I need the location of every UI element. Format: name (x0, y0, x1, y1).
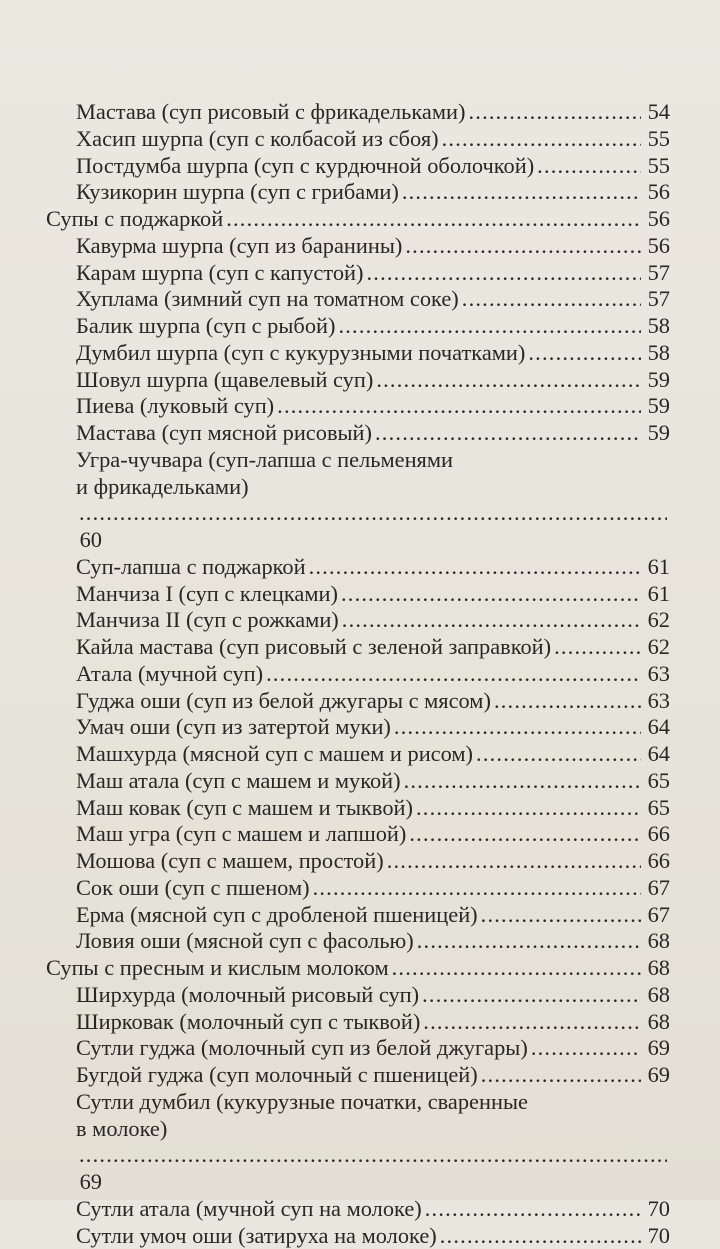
toc-page-number: 64 (644, 714, 670, 741)
dot-leader (338, 313, 641, 340)
toc-section-heading (46, 955, 670, 982)
toc-page-number: 68 (644, 928, 670, 955)
toc-entry-title: Сутли гуджа (молочный суп из белой джугары) (76, 1035, 528, 1062)
toc-entry-title: Ширхурда (молочный рисовый суп) (76, 982, 419, 1009)
toc-entry (46, 126, 670, 153)
toc-entry-title: Кайла мастава (суп рисовый с зеленой заправкой) (76, 634, 551, 661)
toc-page-number: 68 (644, 955, 670, 982)
toc-entry (46, 581, 670, 608)
toc-entry (46, 661, 670, 688)
toc-entry-title: Хасип шурпа (суп с колбасой из сбоя) (76, 126, 439, 153)
toc-entry-title: Маш ковак (суп с машем и тыквой) (76, 795, 413, 822)
dot-leader (309, 554, 641, 581)
toc-page-number: 69 (76, 1169, 102, 1196)
toc-entry (46, 340, 670, 367)
dot-leader (422, 982, 641, 1009)
toc-entry-title: Мастава (суп рисовый с фрикадельками) (76, 99, 465, 126)
toc-page-number: 69 (644, 1062, 670, 1089)
toc-page-number: 66 (644, 821, 670, 848)
toc-entry-title: Постдумба шурпа (суп с курдючной оболочкой) (76, 153, 534, 180)
toc-page-number: 56 (644, 233, 670, 260)
toc-entry (46, 902, 670, 929)
toc-page-number: 61 (644, 581, 670, 608)
toc-page-number: 58 (644, 340, 670, 367)
toc-entry-title: Сок оши (суп с пшеном) (76, 875, 310, 902)
dot-leader (392, 955, 641, 982)
toc-entry (46, 821, 670, 848)
toc-entry (46, 393, 670, 420)
toc-entry-title: Ерма (мясной суп с дробленой пшеницей) (76, 902, 478, 929)
dot-leader (423, 1009, 641, 1036)
dot-leader (442, 126, 641, 153)
toc-entry (46, 1009, 670, 1036)
toc-page-number: 59 (644, 367, 670, 394)
toc-entry-title-continued: и фрикадельками) (76, 474, 249, 501)
toc-entry-title: Мастава (суп мясной рисовый) (76, 420, 372, 447)
toc-entry-title: Супы с пресным и кислым молоком (46, 955, 389, 982)
toc-entry (46, 179, 670, 206)
toc-entry (46, 367, 670, 394)
dot-leader (394, 714, 641, 741)
toc-page-number: 56 (644, 206, 670, 233)
toc-entry-title: Сутли думбил (кукурузные початки, сваренные (76, 1089, 670, 1116)
toc-entry (46, 688, 670, 715)
toc-entry-title: Ширковак (молочный суп с тыквой) (76, 1009, 420, 1036)
dot-leader (266, 661, 641, 688)
toc-page-number: 59 (644, 420, 670, 447)
toc-entry-title: Пиева (луковый суп) (76, 393, 274, 420)
toc-page-number: 70 (644, 1196, 670, 1223)
toc-entry-title: Сутли атала (мучной суп на молоке) (76, 1196, 422, 1223)
toc-page-number: 60 (76, 527, 102, 554)
toc-entry-title: Сутли умоч оши (затируха на молоке) (76, 1223, 437, 1249)
toc-entry (46, 313, 670, 340)
toc-entry-title: Кавурма шурпа (суп из баранины) (76, 233, 402, 260)
toc-entry (46, 634, 670, 661)
toc-entry (46, 768, 670, 795)
dot-leader (402, 179, 641, 206)
toc-entry-title: Шовул шурпа (щавелевый суп) (76, 367, 373, 394)
toc-page-number: 67 (644, 902, 670, 929)
dot-leader (416, 795, 641, 822)
toc-entry-title: Атала (мучной суп) (76, 661, 263, 688)
toc-entry (46, 260, 670, 287)
toc-entry-title: Мошова (суп с машем, простой) (76, 848, 384, 875)
toc-entry (46, 1035, 670, 1062)
toc-entry (46, 1223, 670, 1249)
dot-leader (277, 393, 641, 420)
toc-entry-title: Маш угра (суп с машем и лапшой) (76, 821, 406, 848)
toc-page-number: 65 (644, 768, 670, 795)
toc-page-number: 63 (644, 661, 670, 688)
dot-leader (481, 902, 641, 929)
dot-leader (341, 581, 641, 608)
toc-entry (46, 928, 670, 955)
toc-entry-title: Карам шурпа (суп с капустой) (76, 260, 363, 287)
dot-leader (531, 1035, 641, 1062)
toc-entry (46, 233, 670, 260)
toc-entry (46, 714, 670, 741)
toc-entry-title: Угра-чучвара (суп-лапша с пельменями (76, 447, 670, 474)
toc-page-number: 56 (644, 179, 670, 206)
dot-leader (226, 206, 641, 233)
toc-entry-title: Манчиза I (суп с клецками) (76, 581, 338, 608)
dot-leader (409, 821, 641, 848)
toc-section-heading (46, 206, 670, 233)
toc-page-number: 68 (644, 1009, 670, 1036)
dot-leader (376, 367, 641, 394)
toc-entry (46, 795, 670, 822)
toc-page-number: 63 (644, 688, 670, 715)
toc-page-number: 65 (644, 795, 670, 822)
toc-entry-title: Машхурда (мясной суп с машем и рисом) (76, 741, 473, 768)
dot-leader (554, 634, 641, 661)
toc-entry (46, 420, 670, 447)
table-of-contents (46, 99, 670, 1249)
toc-page-number: 54 (644, 99, 670, 126)
toc-entry (46, 875, 670, 902)
toc-entry (46, 741, 670, 768)
toc-entry-title: Балик шурпа (суп с рыбой) (76, 313, 335, 340)
toc-page-number: 67 (644, 875, 670, 902)
toc-entry-title: Кузикорин шурпа (суп с грибами) (76, 179, 399, 206)
dot-leader (468, 99, 641, 126)
toc-entry (46, 286, 670, 313)
dot-leader (404, 768, 641, 795)
toc-page-number: 62 (644, 607, 670, 634)
toc-entry (46, 153, 670, 180)
toc-page-number: 69 (644, 1035, 670, 1062)
toc-entry-title: Супы с поджаркой (46, 206, 223, 233)
dot-leader (537, 153, 641, 180)
toc-entry-title: Бугдой гуджа (суп молочный с пшеницей) (76, 1062, 478, 1089)
toc-entry-title: Хуплама (зимний суп на томатном соке) (76, 286, 459, 313)
toc-page-number: 55 (644, 153, 670, 180)
toc-entry-title: Гуджа оши (суп из белой джугары с мясом) (76, 688, 491, 715)
toc-page-number: 57 (644, 260, 670, 287)
toc-entry (46, 607, 670, 634)
toc-page-number: 68 (644, 982, 670, 1009)
dot-leader (366, 260, 641, 287)
dot-leader (462, 286, 641, 313)
dot-leader (440, 1223, 641, 1249)
dot-leader (417, 928, 641, 955)
toc-entry-title-continued: в молоке) (76, 1116, 167, 1143)
toc-entry (46, 554, 670, 581)
toc-page-number: 61 (644, 554, 670, 581)
dot-leader (476, 741, 641, 768)
toc-page-number: 58 (644, 313, 670, 340)
toc-page-number: 66 (644, 848, 670, 875)
toc-entry-title: Умач оши (суп из затертой муки) (76, 714, 391, 741)
toc-entry (46, 1089, 670, 1196)
toc-page-number: 59 (644, 393, 670, 420)
toc-entry-title: Ловия оши (мясной суп с фасолью) (76, 928, 414, 955)
toc-page-number: 55 (644, 126, 670, 153)
dot-leader (481, 1062, 641, 1089)
dot-leader (528, 340, 641, 367)
dot-leader (342, 607, 641, 634)
toc-entry-title: Маш атала (суп с машем и мукой) (76, 768, 401, 795)
dot-leader (375, 420, 641, 447)
dot-leader (494, 688, 641, 715)
dot-leader (313, 875, 641, 902)
toc-page-number: 70 (644, 1223, 670, 1249)
dot-leader (79, 1142, 667, 1169)
toc-entry-title: Манчиза II (суп с рожками) (76, 607, 339, 634)
toc-entry (46, 1062, 670, 1089)
toc-entry (46, 447, 670, 554)
toc-page-number: 64 (644, 741, 670, 768)
toc-page-number: 62 (644, 634, 670, 661)
toc-entry (46, 99, 670, 126)
toc-entry-title: Суп-лапша с поджаркой (76, 554, 306, 581)
toc-entry (46, 982, 670, 1009)
toc-entry-title: Думбил шурпа (суп с кукурузными початками) (76, 340, 525, 367)
toc-entry (46, 848, 670, 875)
dot-leader (79, 500, 667, 527)
toc-page-number: 57 (644, 286, 670, 313)
dot-leader (387, 848, 641, 875)
dot-leader (405, 233, 641, 260)
